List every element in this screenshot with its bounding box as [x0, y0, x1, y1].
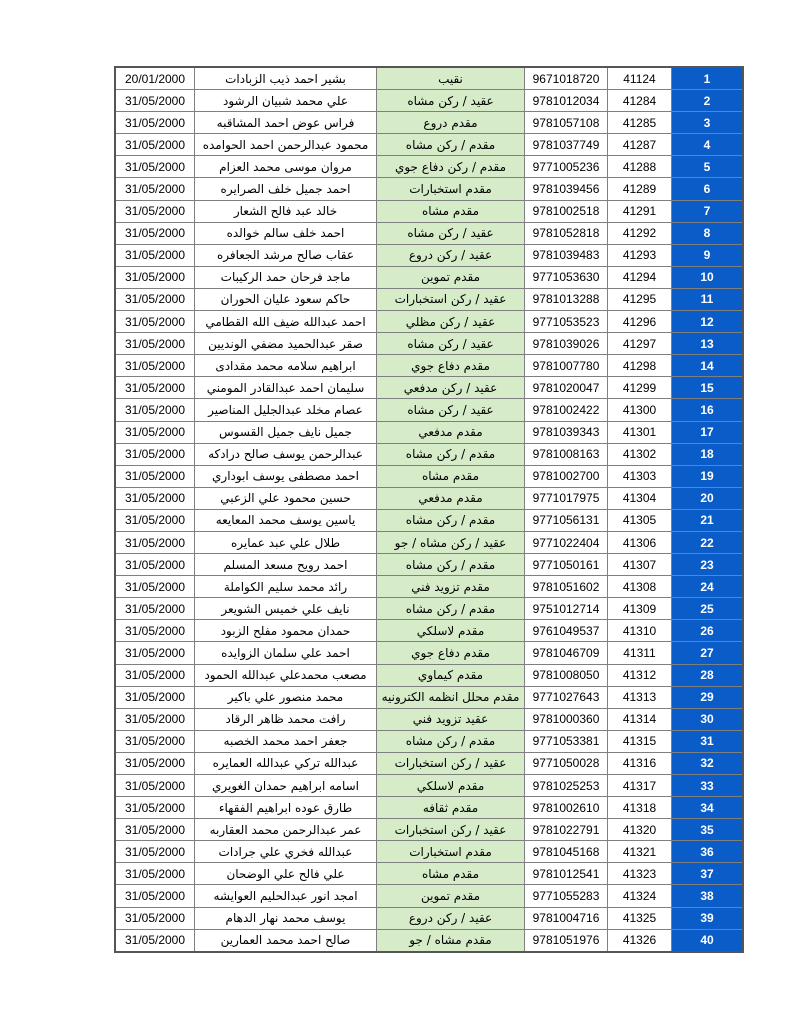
- national-id-cell: 9781002700: [525, 465, 608, 487]
- name-cell: عصام مخلد عبدالجليل المناصير: [195, 399, 377, 421]
- name-cell: امجد انور عبدالحليم العوايشه: [195, 885, 377, 907]
- date-cell: 31/05/2000: [115, 885, 195, 907]
- date-cell: 31/05/2000: [115, 620, 195, 642]
- rank-cell: عقيد / ركن استخبارات: [377, 288, 525, 310]
- table-row: [115, 598, 743, 620]
- sequence-cell: 25: [672, 598, 744, 620]
- military-number-cell: 41318: [608, 797, 672, 819]
- table-row: [115, 797, 743, 819]
- military-number-cell: 41291: [608, 200, 672, 222]
- national-id-cell: 9781052818: [525, 222, 608, 244]
- date-cell: 31/05/2000: [115, 730, 195, 752]
- military-number-cell: 41288: [608, 156, 672, 178]
- military-number-cell: 41310: [608, 620, 672, 642]
- name-cell: حمدان محمود مفلح الزبود: [195, 620, 377, 642]
- rank-cell: مقدم استخبارات: [377, 178, 525, 200]
- table-row: [115, 90, 743, 112]
- sequence-cell: 16: [672, 399, 744, 421]
- rank-cell: عقيد / ركن مدفعي: [377, 377, 525, 399]
- sequence-cell: 39: [672, 907, 744, 929]
- table-row: [115, 775, 743, 797]
- table-row: [115, 863, 743, 885]
- military-number-cell: 41305: [608, 509, 672, 531]
- sequence-cell: 17: [672, 421, 744, 443]
- rank-cell: عقيد تزويد فني: [377, 708, 525, 730]
- table-row: [115, 841, 743, 863]
- name-cell: احمد مصطفى يوسف ابوداري: [195, 465, 377, 487]
- military-number-cell: 41289: [608, 178, 672, 200]
- table-row: [115, 67, 743, 90]
- national-id-cell: 9671018720: [525, 67, 608, 90]
- military-number-cell: 41307: [608, 554, 672, 576]
- national-id-cell: 9781008050: [525, 664, 608, 686]
- military-number-cell: 41312: [608, 664, 672, 686]
- table-row: [115, 178, 743, 200]
- national-id-cell: 9771022404: [525, 531, 608, 553]
- table-row: [115, 554, 743, 576]
- military-number-cell: 41323: [608, 863, 672, 885]
- name-cell: عبدالرحمن يوسف صالح درادكه: [195, 443, 377, 465]
- rank-cell: مقدم مشاه: [377, 200, 525, 222]
- national-id-cell: 9781007780: [525, 355, 608, 377]
- name-cell: مروان موسى محمد العزام: [195, 156, 377, 178]
- sequence-cell: 33: [672, 775, 744, 797]
- table-row: [115, 156, 743, 178]
- table-row: [115, 377, 743, 399]
- rank-cell: مقدم مدفعي: [377, 487, 525, 509]
- national-id-cell: 9781039343: [525, 421, 608, 443]
- military-number-cell: 41302: [608, 443, 672, 465]
- sequence-cell: 10: [672, 266, 744, 288]
- date-cell: 31/05/2000: [115, 598, 195, 620]
- national-id-cell: 9781002518: [525, 200, 608, 222]
- table-row: [115, 443, 743, 465]
- date-cell: 31/05/2000: [115, 642, 195, 664]
- date-cell: 31/05/2000: [115, 686, 195, 708]
- date-cell: 31/05/2000: [115, 333, 195, 355]
- table-row: [115, 576, 743, 598]
- military-number-cell: 41298: [608, 355, 672, 377]
- national-id-cell: 9771005236: [525, 156, 608, 178]
- national-id-cell: 9781013288: [525, 288, 608, 310]
- rank-cell: مقدم / ركن مشاه: [377, 554, 525, 576]
- sequence-cell: 34: [672, 797, 744, 819]
- military-number-cell: 41285: [608, 112, 672, 134]
- military-number-cell: 41316: [608, 752, 672, 774]
- date-cell: 31/05/2000: [115, 576, 195, 598]
- date-cell: 31/05/2000: [115, 90, 195, 112]
- military-number-cell: 41306: [608, 531, 672, 553]
- name-cell: حاكم سعود عليان الحوران: [195, 288, 377, 310]
- national-id-cell: 9781051602: [525, 576, 608, 598]
- name-cell: طارق عوده ابراهيم الفقهاء: [195, 797, 377, 819]
- rank-cell: مقدم مشاه: [377, 465, 525, 487]
- date-cell: 31/05/2000: [115, 377, 195, 399]
- rank-cell: مقدم دروع: [377, 112, 525, 134]
- national-id-cell: 9781039483: [525, 244, 608, 266]
- name-cell: طلال علي عبد عمايره: [195, 531, 377, 553]
- name-cell: ماجد فرحان حمد الركيبات: [195, 266, 377, 288]
- sequence-cell: 30: [672, 708, 744, 730]
- rank-cell: عقيد / ركن مشاه / جو: [377, 531, 525, 553]
- date-cell: 31/05/2000: [115, 355, 195, 377]
- sequence-cell: 15: [672, 377, 744, 399]
- national-id-cell: 9771053523: [525, 311, 608, 333]
- sequence-cell: 4: [672, 134, 744, 156]
- rank-cell: مقدم مدفعي: [377, 421, 525, 443]
- sequence-cell: 8: [672, 222, 744, 244]
- national-id-cell: 9781004716: [525, 907, 608, 929]
- rank-cell: مقدم تموين: [377, 266, 525, 288]
- sequence-cell: 23: [672, 554, 744, 576]
- national-id-cell: 9781002610: [525, 797, 608, 819]
- date-cell: 31/05/2000: [115, 288, 195, 310]
- rank-cell: مقدم / ركن مشاه: [377, 443, 525, 465]
- national-id-cell: 9751012714: [525, 598, 608, 620]
- name-cell: عمر عبدالرحمن محمد العقاربه: [195, 819, 377, 841]
- national-id-cell: 9771027643: [525, 686, 608, 708]
- name-cell: رائد محمد سليم الكواملة: [195, 576, 377, 598]
- table-row: [115, 642, 743, 664]
- military-number-cell: 41299: [608, 377, 672, 399]
- sequence-cell: 28: [672, 664, 744, 686]
- officers-table-body: [115, 67, 743, 952]
- table-row: [115, 730, 743, 752]
- name-cell: احمد رويح مسعد المسلم: [195, 554, 377, 576]
- rank-cell: مقدم / ركن مشاه: [377, 730, 525, 752]
- military-number-cell: 41326: [608, 929, 672, 952]
- date-cell: 31/05/2000: [115, 664, 195, 686]
- name-cell: احمد عبدالله ضيف الله القطامي: [195, 311, 377, 333]
- date-cell: 31/05/2000: [115, 443, 195, 465]
- table-row: [115, 333, 743, 355]
- rank-cell: عقيد / ركن مظلي: [377, 311, 525, 333]
- sequence-cell: 7: [672, 200, 744, 222]
- rank-cell: عقيد / ركن مشاه: [377, 90, 525, 112]
- rank-cell: مقدم مشاه / جو: [377, 929, 525, 952]
- national-id-cell: 9781002422: [525, 399, 608, 421]
- table-row: [115, 399, 743, 421]
- national-id-cell: 9761049537: [525, 620, 608, 642]
- rank-cell: مقدم كيماوي: [377, 664, 525, 686]
- name-cell: سليمان احمد عبدالقادر المومني: [195, 377, 377, 399]
- military-number-cell: 41295: [608, 288, 672, 310]
- table-row: [115, 266, 743, 288]
- name-cell: ابراهيم سلامه محمد مقدادى: [195, 355, 377, 377]
- rank-cell: مقدم دفاع جوي: [377, 642, 525, 664]
- date-cell: 31/05/2000: [115, 797, 195, 819]
- military-number-cell: 41325: [608, 907, 672, 929]
- rank-cell: مقدم محلل انظمه الكترونيه: [377, 686, 525, 708]
- military-number-cell: 41311: [608, 642, 672, 664]
- national-id-cell: 9771053381: [525, 730, 608, 752]
- sequence-cell: 3: [672, 112, 744, 134]
- date-cell: 31/05/2000: [115, 266, 195, 288]
- name-cell: صالح احمد محمد العمارين: [195, 929, 377, 952]
- military-number-cell: 41324: [608, 885, 672, 907]
- national-id-cell: 9781022791: [525, 819, 608, 841]
- rank-cell: عقيد / ركن استخبارات: [377, 752, 525, 774]
- sequence-cell: 22: [672, 531, 744, 553]
- national-id-cell: 9781046709: [525, 642, 608, 664]
- national-id-cell: 9781039026: [525, 333, 608, 355]
- date-cell: 31/05/2000: [115, 112, 195, 134]
- name-cell: عبدالله فخري علي جرادات: [195, 841, 377, 863]
- table-row: [115, 531, 743, 553]
- date-cell: 31/05/2000: [115, 465, 195, 487]
- date-cell: 31/05/2000: [115, 509, 195, 531]
- name-cell: نايف علي خميس الشويعر: [195, 598, 377, 620]
- name-cell: احمد جميل خلف الصرايره: [195, 178, 377, 200]
- date-cell: 20/01/2000: [115, 67, 195, 90]
- rank-cell: مقدم / ركن مشاه: [377, 598, 525, 620]
- date-cell: 31/05/2000: [115, 841, 195, 863]
- name-cell: اسامه ابراهيم حمدان الغويري: [195, 775, 377, 797]
- sequence-cell: 40: [672, 929, 744, 952]
- table-row: [115, 752, 743, 774]
- table-row: [115, 487, 743, 509]
- military-number-cell: 41313: [608, 686, 672, 708]
- date-cell: 31/05/2000: [115, 907, 195, 929]
- table-row: [115, 465, 743, 487]
- date-cell: 31/05/2000: [115, 200, 195, 222]
- rank-cell: مقدم / ركن مشاه: [377, 134, 525, 156]
- date-cell: 31/05/2000: [115, 311, 195, 333]
- national-id-cell: 9771053630: [525, 266, 608, 288]
- national-id-cell: 9781051976: [525, 929, 608, 952]
- sequence-cell: 24: [672, 576, 744, 598]
- name-cell: عبدالله تركي عبدالله العمايره: [195, 752, 377, 774]
- national-id-cell: 9771050028: [525, 752, 608, 774]
- sequence-cell: 1: [672, 67, 744, 90]
- date-cell: 31/05/2000: [115, 222, 195, 244]
- sequence-cell: 27: [672, 642, 744, 664]
- sequence-cell: 26: [672, 620, 744, 642]
- military-number-cell: 41297: [608, 333, 672, 355]
- name-cell: علي فالح علي الوضحان: [195, 863, 377, 885]
- national-id-cell: 9771056131: [525, 509, 608, 531]
- table-row: [115, 200, 743, 222]
- national-id-cell: 9781037749: [525, 134, 608, 156]
- date-cell: 31/05/2000: [115, 752, 195, 774]
- table-row: [115, 421, 743, 443]
- table-row: [115, 686, 743, 708]
- rank-cell: مقدم / ركن دفاع جوي: [377, 156, 525, 178]
- sequence-cell: 5: [672, 156, 744, 178]
- national-id-cell: 9781000360: [525, 708, 608, 730]
- name-cell: احمد علي سلمان الزوايده: [195, 642, 377, 664]
- table-row: [115, 222, 743, 244]
- table-row: [115, 509, 743, 531]
- military-number-cell: 41320: [608, 819, 672, 841]
- military-number-cell: 41315: [608, 730, 672, 752]
- date-cell: 31/05/2000: [115, 487, 195, 509]
- name-cell: علي محمد شبيان الرشود: [195, 90, 377, 112]
- national-id-cell: 9781039456: [525, 178, 608, 200]
- military-number-cell: 41301: [608, 421, 672, 443]
- table-row: [115, 664, 743, 686]
- rank-cell: عقيد / ركن استخبارات: [377, 819, 525, 841]
- military-number-cell: 41287: [608, 134, 672, 156]
- sequence-cell: 19: [672, 465, 744, 487]
- table-row: [115, 708, 743, 730]
- military-number-cell: 41293: [608, 244, 672, 266]
- military-number-cell: 41321: [608, 841, 672, 863]
- military-number-cell: 41317: [608, 775, 672, 797]
- name-cell: جميل نايف جميل القسوس: [195, 421, 377, 443]
- date-cell: 31/05/2000: [115, 929, 195, 952]
- sequence-cell: 32: [672, 752, 744, 774]
- name-cell: عقاب صالح مرشد الجعافره: [195, 244, 377, 266]
- rank-cell: عقيد / ركن دروع: [377, 244, 525, 266]
- name-cell: فراس عوض احمد المشاقبه: [195, 112, 377, 134]
- date-cell: 31/05/2000: [115, 134, 195, 156]
- rank-cell: مقدم / ركن مشاه: [377, 509, 525, 531]
- sequence-cell: 9: [672, 244, 744, 266]
- table-row: [115, 311, 743, 333]
- name-cell: يوسف محمد نهار الدهام: [195, 907, 377, 929]
- rank-cell: مقدم مشاه: [377, 863, 525, 885]
- sequence-cell: 18: [672, 443, 744, 465]
- rank-cell: عقيد / ركن مشاه: [377, 333, 525, 355]
- national-id-cell: 9781012034: [525, 90, 608, 112]
- date-cell: 31/05/2000: [115, 775, 195, 797]
- sequence-cell: 2: [672, 90, 744, 112]
- name-cell: مصعب محمدعلي عبدالله الحمود: [195, 664, 377, 686]
- rank-cell: عقيد / ركن مشاه: [377, 222, 525, 244]
- table-row: [115, 288, 743, 310]
- national-id-cell: 9781025253: [525, 775, 608, 797]
- national-id-cell: 9771055283: [525, 885, 608, 907]
- sequence-cell: 21: [672, 509, 744, 531]
- sequence-cell: 37: [672, 863, 744, 885]
- sequence-cell: 29: [672, 686, 744, 708]
- name-cell: خالد عبد فالح الشعار: [195, 200, 377, 222]
- date-cell: 31/05/2000: [115, 863, 195, 885]
- national-id-cell: 9771050161: [525, 554, 608, 576]
- rank-cell: مقدم دفاع جوي: [377, 355, 525, 377]
- name-cell: محمود عبدالرحمن احمد الحوامده: [195, 134, 377, 156]
- name-cell: جعفر احمد محمد الخصبه: [195, 730, 377, 752]
- date-cell: 31/05/2000: [115, 421, 195, 443]
- rank-cell: مقدم استخبارات: [377, 841, 525, 863]
- rank-cell: نقيب: [377, 67, 525, 90]
- national-id-cell: 9771017975: [525, 487, 608, 509]
- military-number-cell: 41296: [608, 311, 672, 333]
- sequence-cell: 31: [672, 730, 744, 752]
- date-cell: 31/05/2000: [115, 399, 195, 421]
- sequence-cell: 36: [672, 841, 744, 863]
- military-number-cell: 41314: [608, 708, 672, 730]
- sequence-cell: 20: [672, 487, 744, 509]
- table-row: [115, 355, 743, 377]
- officers-table: [114, 66, 744, 953]
- rank-cell: مقدم لاسلكي: [377, 620, 525, 642]
- sequence-cell: 13: [672, 333, 744, 355]
- sequence-cell: 12: [672, 311, 744, 333]
- rank-cell: مقدم تزويد فني: [377, 576, 525, 598]
- date-cell: 31/05/2000: [115, 531, 195, 553]
- name-cell: محمد منصور علي باكير: [195, 686, 377, 708]
- table-row: [115, 112, 743, 134]
- table-row: [115, 819, 743, 841]
- date-cell: 31/05/2000: [115, 156, 195, 178]
- military-number-cell: 41300: [608, 399, 672, 421]
- name-cell: رافت محمد ظاهر الرقاد: [195, 708, 377, 730]
- military-number-cell: 41292: [608, 222, 672, 244]
- date-cell: 31/05/2000: [115, 178, 195, 200]
- table-row: [115, 620, 743, 642]
- name-cell: احمد خلف سالم خوالده: [195, 222, 377, 244]
- rank-cell: مقدم لاسلكي: [377, 775, 525, 797]
- sequence-cell: 6: [672, 178, 744, 200]
- national-id-cell: 9781045168: [525, 841, 608, 863]
- date-cell: 31/05/2000: [115, 708, 195, 730]
- military-number-cell: 41124: [608, 67, 672, 90]
- table-row: [115, 244, 743, 266]
- date-cell: 31/05/2000: [115, 554, 195, 576]
- sequence-cell: 11: [672, 288, 744, 310]
- military-number-cell: 41303: [608, 465, 672, 487]
- national-id-cell: 9781020047: [525, 377, 608, 399]
- rank-cell: عقيد / ركن مشاه: [377, 399, 525, 421]
- national-id-cell: 9781012541: [525, 863, 608, 885]
- sequence-cell: 14: [672, 355, 744, 377]
- military-number-cell: 41309: [608, 598, 672, 620]
- military-number-cell: 41284: [608, 90, 672, 112]
- table-row: [115, 134, 743, 156]
- military-number-cell: 41304: [608, 487, 672, 509]
- table-row: [115, 929, 743, 952]
- name-cell: ياسين يوسف محمد المعايعه: [195, 509, 377, 531]
- sequence-cell: 35: [672, 819, 744, 841]
- rank-cell: عقيد / ركن دروع: [377, 907, 525, 929]
- sequence-cell: 38: [672, 885, 744, 907]
- rank-cell: مقدم تموين: [377, 885, 525, 907]
- date-cell: 31/05/2000: [115, 819, 195, 841]
- rank-cell: مقدم ثقافه: [377, 797, 525, 819]
- table-row: [115, 885, 743, 907]
- table-row: [115, 907, 743, 929]
- military-number-cell: 41308: [608, 576, 672, 598]
- national-id-cell: 9781057108: [525, 112, 608, 134]
- date-cell: 31/05/2000: [115, 244, 195, 266]
- national-id-cell: 9781008163: [525, 443, 608, 465]
- name-cell: حسين محمود علي الزعبي: [195, 487, 377, 509]
- name-cell: بشير احمد ذيب الزبادات: [195, 67, 377, 90]
- name-cell: صقر عبدالحميد مضفي الونديين: [195, 333, 377, 355]
- military-number-cell: 41294: [608, 266, 672, 288]
